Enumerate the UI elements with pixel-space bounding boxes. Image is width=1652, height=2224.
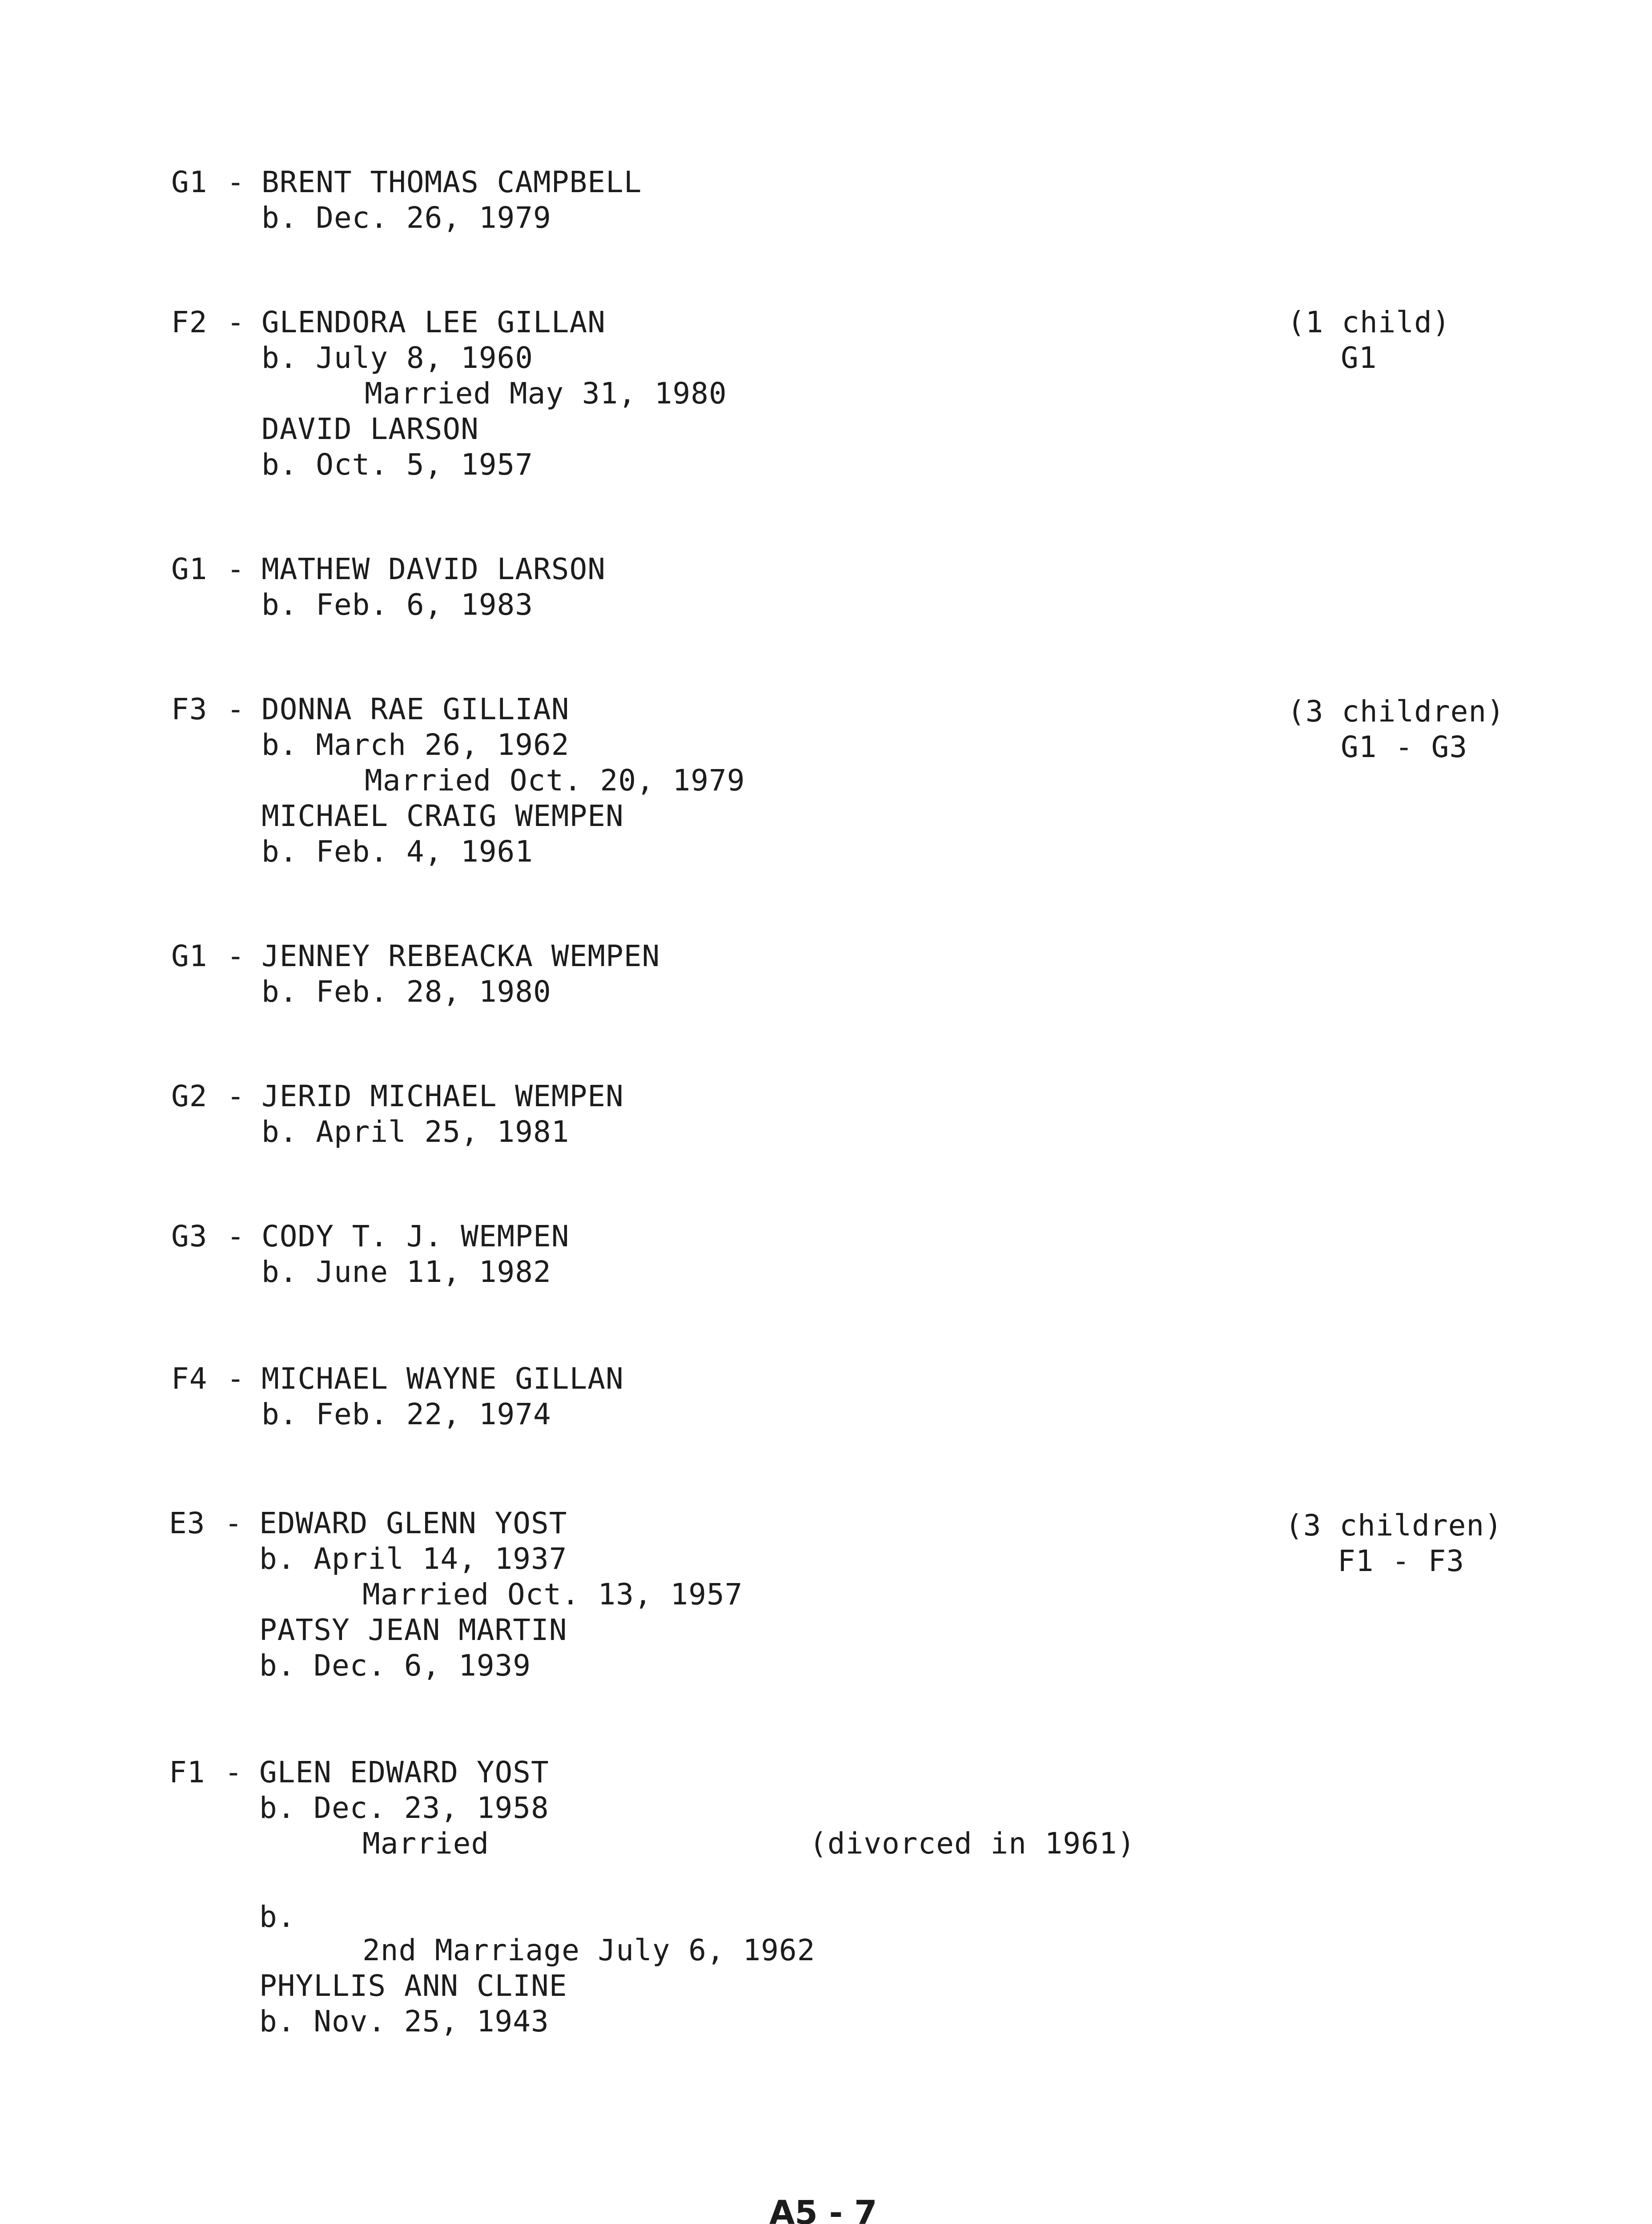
- entry-name: MICHAEL WAYNE GILLAN: [261, 1362, 624, 1396]
- entry-born: b. Feb. 28, 1980: [261, 975, 551, 1009]
- entry-spouse-born: b. Nov. 25, 1943: [259, 2004, 549, 2039]
- entry-second-marriage: 2nd Marriage July 6, 1962: [362, 1933, 816, 1967]
- entry-children-range: G1: [1341, 341, 1377, 375]
- entry-spouse-born: b. Oct. 5, 1957: [261, 447, 534, 482]
- entry-spouse: PHYLLIS ANN CLINE: [259, 1969, 567, 2003]
- entry-spouse-born: b. Dec. 6, 1939: [259, 1648, 531, 1683]
- entry-married: Married: [362, 1826, 490, 1861]
- entry-spouse-born: b. Feb. 4, 1961: [261, 834, 534, 869]
- entry-children-range: F1 - F3: [1338, 1544, 1465, 1578]
- page-number: A5 - 7: [769, 2194, 877, 2224]
- entry-children-count: (1 child): [1287, 305, 1451, 339]
- entry-code: F2: [171, 305, 208, 339]
- entry-code: E3: [169, 1506, 205, 1540]
- entry-dash: -: [227, 1362, 245, 1396]
- entry-name: GLEN EDWARD YOST: [259, 1755, 549, 1789]
- entry-born: b. April 25, 1981: [261, 1115, 570, 1149]
- entry-married: Married Oct. 13, 1957: [362, 1577, 743, 1612]
- entry-code: G1: [171, 939, 208, 973]
- entry-code: G3: [171, 1219, 208, 1253]
- entry-dash: -: [227, 939, 245, 973]
- entry-code: G1: [171, 165, 208, 199]
- entry-first-spouse-born: b.: [259, 1900, 296, 1934]
- entry-born: b. Feb. 6, 1983: [261, 588, 534, 622]
- entry-code: G2: [171, 1079, 208, 1113]
- entry-born: b. July 8, 1960: [261, 341, 534, 375]
- entry-name: CODY T. J. WEMPEN: [261, 1219, 570, 1253]
- entry-code: F3: [171, 692, 208, 726]
- entry-code: G1: [171, 552, 208, 586]
- entry-dash: -: [227, 165, 245, 199]
- entry-born: b. April 14, 1937: [259, 1542, 567, 1576]
- entry-children-count: (3 children): [1285, 1508, 1503, 1543]
- entry-dash: -: [227, 1219, 245, 1253]
- entry-spouse: MICHAEL CRAIG WEMPEN: [261, 799, 624, 833]
- entry-name: BRENT THOMAS CAMPBELL: [261, 165, 642, 199]
- entry-dash: -: [227, 692, 245, 726]
- entry-born: b. Feb. 22, 1974: [261, 1397, 551, 1431]
- entry-dash: -: [225, 1506, 243, 1540]
- entry-born: b. Dec. 26, 1979: [261, 201, 551, 235]
- entry-dash: -: [227, 305, 245, 339]
- entry-name: JENNEY REBEACKA WEMPEN: [261, 939, 660, 973]
- entry-children-range: G1 - G3: [1341, 730, 1468, 764]
- entry-dash: -: [227, 1079, 245, 1113]
- entry-name: DONNA RAE GILLIAN: [261, 692, 570, 726]
- entry-spouse: DAVID LARSON: [261, 412, 479, 446]
- entry-divorce-note: (divorced in 1961): [809, 1826, 1136, 1861]
- entry-dash: -: [227, 552, 245, 586]
- entry-born: b. Dec. 23, 1958: [259, 1791, 549, 1825]
- entry-married: Married Oct. 20, 1979: [365, 763, 745, 798]
- entry-name: MATHEW DAVID LARSON: [261, 552, 606, 586]
- entry-children-count: (3 children): [1287, 694, 1505, 729]
- entry-born: b. March 26, 1962: [261, 728, 570, 762]
- entry-code: F1: [169, 1755, 205, 1789]
- entry-name: JERID MICHAEL WEMPEN: [261, 1079, 624, 1113]
- entry-spouse: PATSY JEAN MARTIN: [259, 1613, 567, 1647]
- entry-name: GLENDORA LEE GILLAN: [261, 305, 606, 339]
- entry-born: b. June 11, 1982: [261, 1255, 551, 1289]
- entry-name: EDWARD GLENN YOST: [259, 1506, 567, 1540]
- entry-dash: -: [225, 1755, 243, 1789]
- entry-married: Married May 31, 1980: [365, 376, 727, 411]
- entry-code: F4: [171, 1362, 208, 1396]
